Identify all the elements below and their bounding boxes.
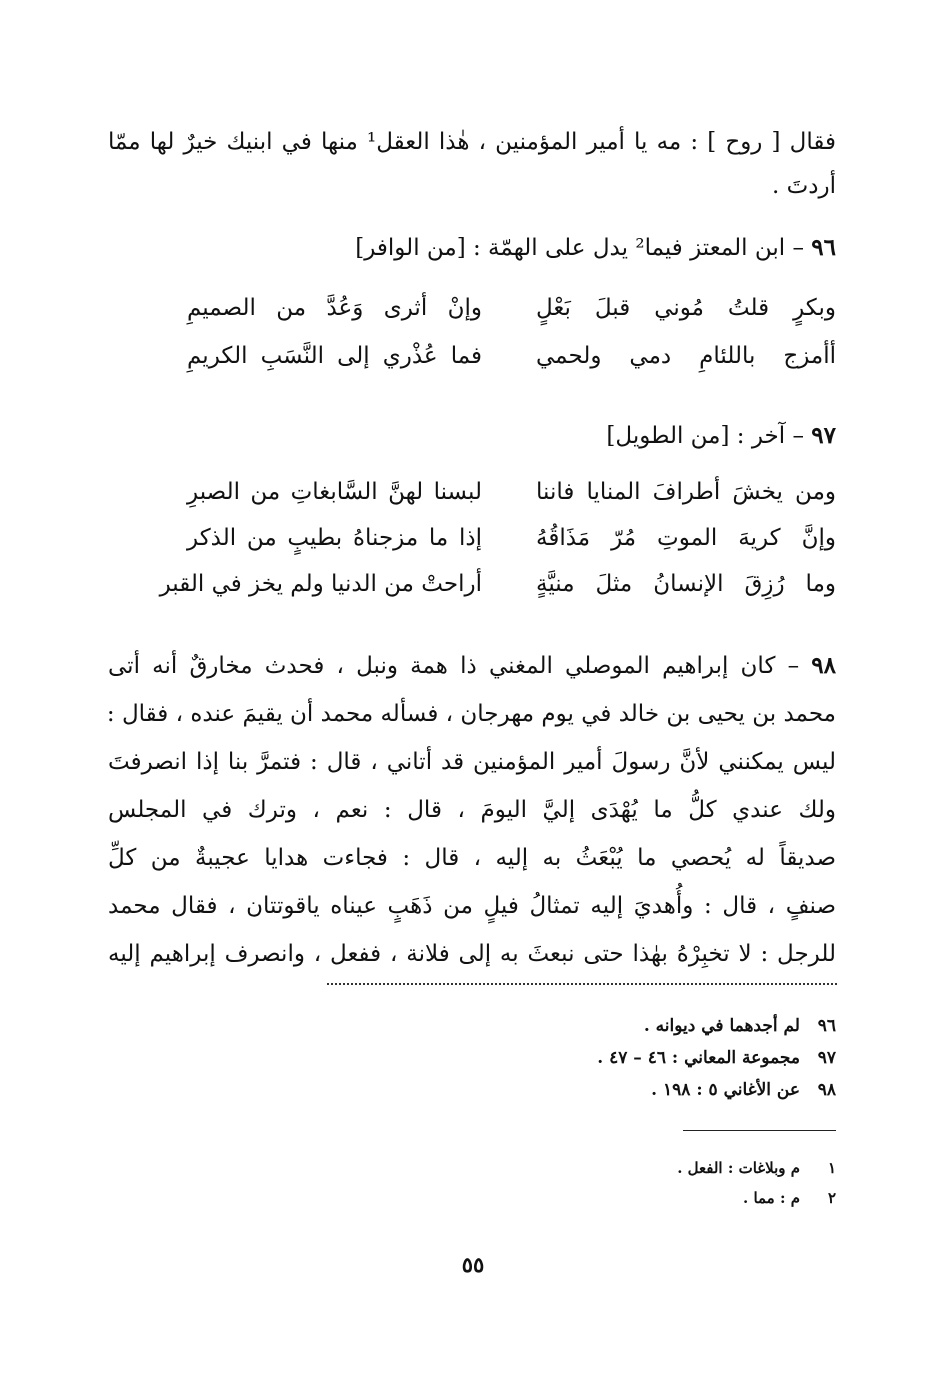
entry-98-line: محمد بن يحيى بن خالد في يوم مهرجان ، فسأله محمد أن يقيمَ عنده ، فقال : [106, 701, 836, 727]
verse-second-hemistich: أراحتْ من الدنيا ولم يخز في القبر [159, 571, 482, 597]
intro-line-1: فقال [ روح ] : مه يا أمير المؤمنين ، هٰذا العقل¹ منها في ابنيك خيرٌ لها ممّا [108, 129, 836, 155]
footnote-number: ٢ [827, 1189, 836, 1207]
source-note-98 [651, 1074, 836, 1106]
source-note-97 [597, 1042, 836, 1074]
entry-98-line: ليس يمكنني لأنَّ رسولَ أمير المؤمنين قد أتاني ، قال : فتمرَّ بنا إذا انصرفتَ [108, 749, 836, 775]
verse-row [108, 470, 836, 514]
source-note-number: ٩٦ [817, 1016, 836, 1036]
footnote-text: م وبلاغات : الفعل . [677, 1159, 800, 1177]
source-note-text: مجموعة المعاني : ٤٦ – ٤٧ . [597, 1048, 800, 1068]
dotted-separator [327, 983, 837, 985]
entry-96-number: ٩٦ [811, 234, 836, 261]
entry-98-line: ولك عندي كلُّ ما يُهْدَى إليَّ اليومَ ، قال : نعم ، وترك في المجلس [108, 797, 836, 823]
entry-97-heading [606, 414, 836, 458]
source-note-96 [644, 1010, 836, 1042]
verse-second-hemistich: فما عُذْري إلى النَّسَبِ الكريمِ [187, 343, 482, 369]
entry-97-title: – آخر : [من الطويل] [606, 423, 804, 449]
entry-97-number: ٩٧ [811, 422, 836, 449]
verse-row [108, 516, 836, 560]
entry-98-line: صديقاً له يُحصي ما يُبْعَثُ به إليه ، قال : فجاءت هدايا عجيبةٌ من كلِّ [108, 845, 836, 871]
source-note-number: ٩٧ [817, 1048, 836, 1068]
footnote-text: م : مما . [743, 1189, 800, 1207]
entry-98-first-text: – كان إبراهيم الموصلي المغني ذا همة ونبل ، فحدث مخارقٌ أنه أتى [108, 653, 800, 679]
verse-second-hemistich: وإنْ أثرى وَعُدَّ من الصميمِ [187, 295, 482, 321]
page-number: ٥٥ [461, 1252, 485, 1277]
footnote-2 [743, 1183, 836, 1213]
footnote-1 [677, 1153, 836, 1183]
verse-first-hemistich: أأمزج باللئامِ دمي ولحمي [536, 343, 836, 369]
entry-98-first-line [108, 642, 836, 690]
entry-96-heading [355, 226, 836, 270]
source-note-text: لم أجدهما في ديوانه . [643, 1016, 800, 1036]
verse-second-hemistich: لبسنا لهنَّ السَّابغاتِ من الصبرِ [187, 479, 482, 505]
verse-second-hemistich: إذا ما مزجناهُ بطيبٍ من الذكر [187, 525, 482, 551]
source-note-number: ٩٨ [817, 1080, 836, 1100]
intro-line-2: أردتَ . [771, 173, 836, 199]
verse-first-hemistich: وما رُزِقَ الإنسانُ مثلَ منيَّةٍ [536, 571, 836, 597]
verse-first-hemistich: ومن يخشَ أطرافَ المنايا فاننا [536, 479, 836, 505]
verse-row [108, 562, 836, 606]
verse-row [108, 334, 836, 378]
entry-98-line: للرجل : لا تخبِرْهُ بهٰذا حتى نبعثَ به إلى فلانة ، ففعل ، وانصرف إبراهيم إليه [108, 941, 836, 967]
entry-96-title: – ابن المعتز فيما² يدل على الهمّة : [من الوافر] [355, 235, 804, 261]
verse-first-hemistich: وبكرٍ قلتُ مُوني قبلَ بَعْلٍ [536, 295, 836, 321]
verse-row [108, 286, 836, 330]
verse-first-hemistich: وإنَّ كريهَ الموتِ مُرّ مَذَاقُهُ [536, 525, 836, 551]
entry-98-line: صنفٍ ، قال : وأُهديَ إليه تمثالُ فيلٍ من ذَهَبٍ عيناه ياقوتتان ، فقال محمد [108, 893, 836, 919]
footnote-rule [683, 1130, 836, 1131]
footnote-number: ١ [827, 1159, 836, 1177]
source-note-text: عن الأغاني ٥ : ١٩٨ . [651, 1080, 800, 1100]
entry-98-number: ٩٨ [811, 652, 836, 679]
